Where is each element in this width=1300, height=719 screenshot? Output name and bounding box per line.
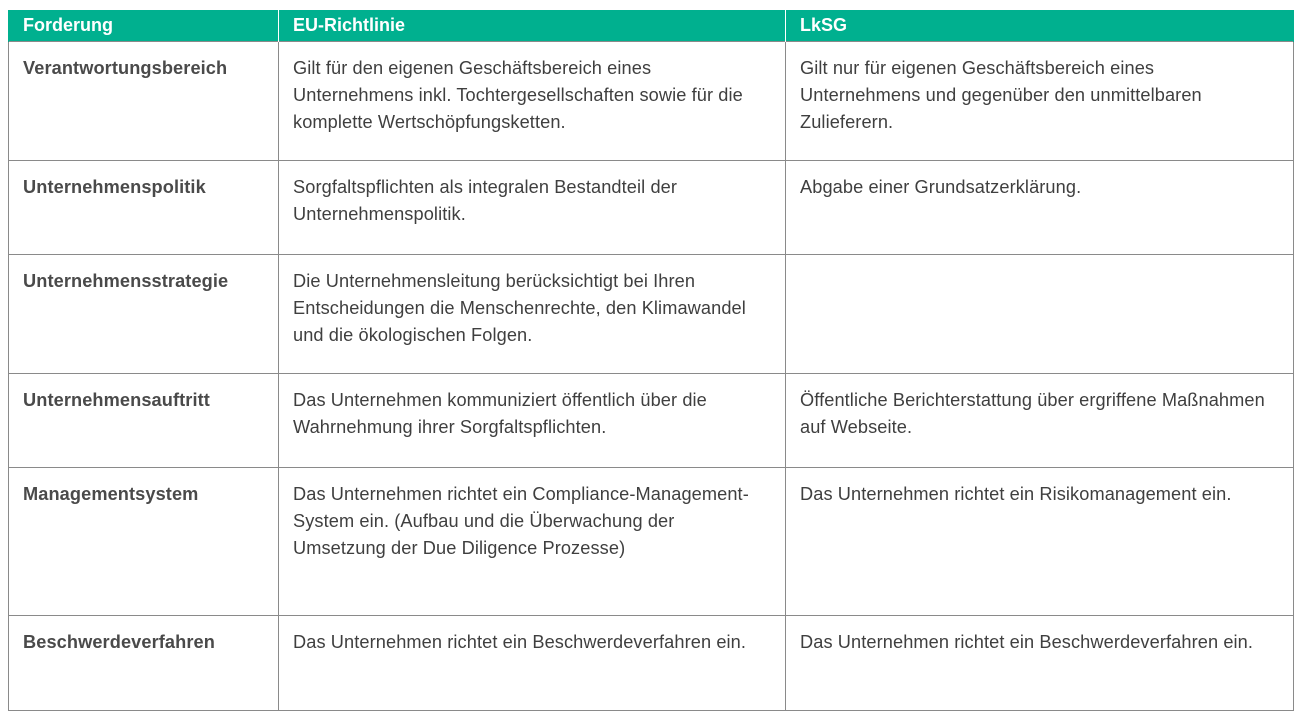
eu-richtlinie-cell: Das Unternehmen richtet ein Compliance-Management-System ein. (Aufbau und die Überwachung der Umsetzung der Due Diligence Prozesse) [279, 468, 786, 616]
forderung-cell: Verantwortungsbereich [9, 42, 279, 161]
eu-richtlinie-cell: Sorgfaltspflichten als integralen Bestandteil der Unternehmenspolitik. [279, 161, 786, 255]
table-row [9, 374, 1294, 468]
forderung-cell: Unternehmensstrategie [9, 255, 279, 374]
lksg-cell: Abgabe einer Grundsatzerklärung. [786, 161, 1294, 255]
lksg-cell: Das Unternehmen richtet ein Beschwerdeverfahren ein. [786, 616, 1294, 711]
eu-richtlinie-cell: Das Unternehmen kommuniziert öffentlich über die Wahrnehmung ihrer Sorgfaltspflichten. [279, 374, 786, 468]
forderung-cell: Unternehmensauftritt [9, 374, 279, 468]
table-row [9, 161, 1294, 255]
eu-richtlinie-cell: Gilt für den eigenen Geschäftsbereich eines Unternehmens inkl. Tochtergesellschaften sowie für die komplette Wertschöpfungsketten. [279, 42, 786, 161]
header-forderung: Forderung [9, 10, 279, 42]
comparison-table-container [8, 10, 1293, 711]
lksg-cell: Das Unternehmen richtet ein Risikomanagement ein. [786, 468, 1294, 616]
table-row [9, 255, 1294, 374]
table-body [9, 42, 1294, 711]
comparison-table [8, 10, 1294, 711]
eu-richtlinie-cell: Die Unternehmensleitung berücksichtigt bei Ihren Entscheidungen die Menschenrechte, den Klimawandel und die ökologischen Folgen. [279, 255, 786, 374]
forderung-cell: Managementsystem [9, 468, 279, 616]
lksg-cell [786, 255, 1294, 374]
lksg-cell: Öffentliche Berichterstattung über ergriffene Maßnahmen auf Webseite. [786, 374, 1294, 468]
table-row [9, 468, 1294, 616]
forderung-cell: Beschwerdeverfahren [9, 616, 279, 711]
forderung-cell: Unternehmenspolitik [9, 161, 279, 255]
header-row [9, 10, 1294, 42]
lksg-cell: Gilt nur für eigenen Geschäftsbereich eines Unternehmens und gegenüber den unmittelbaren Zulieferern. [786, 42, 1294, 161]
table-row [9, 616, 1294, 711]
table-row [9, 42, 1294, 161]
eu-richtlinie-cell: Das Unternehmen richtet ein Beschwerdeverfahren ein. [279, 616, 786, 711]
header-lksg: LkSG [786, 10, 1294, 42]
table-header [9, 10, 1294, 42]
header-eu-richtlinie: EU-Richtlinie [279, 10, 786, 42]
